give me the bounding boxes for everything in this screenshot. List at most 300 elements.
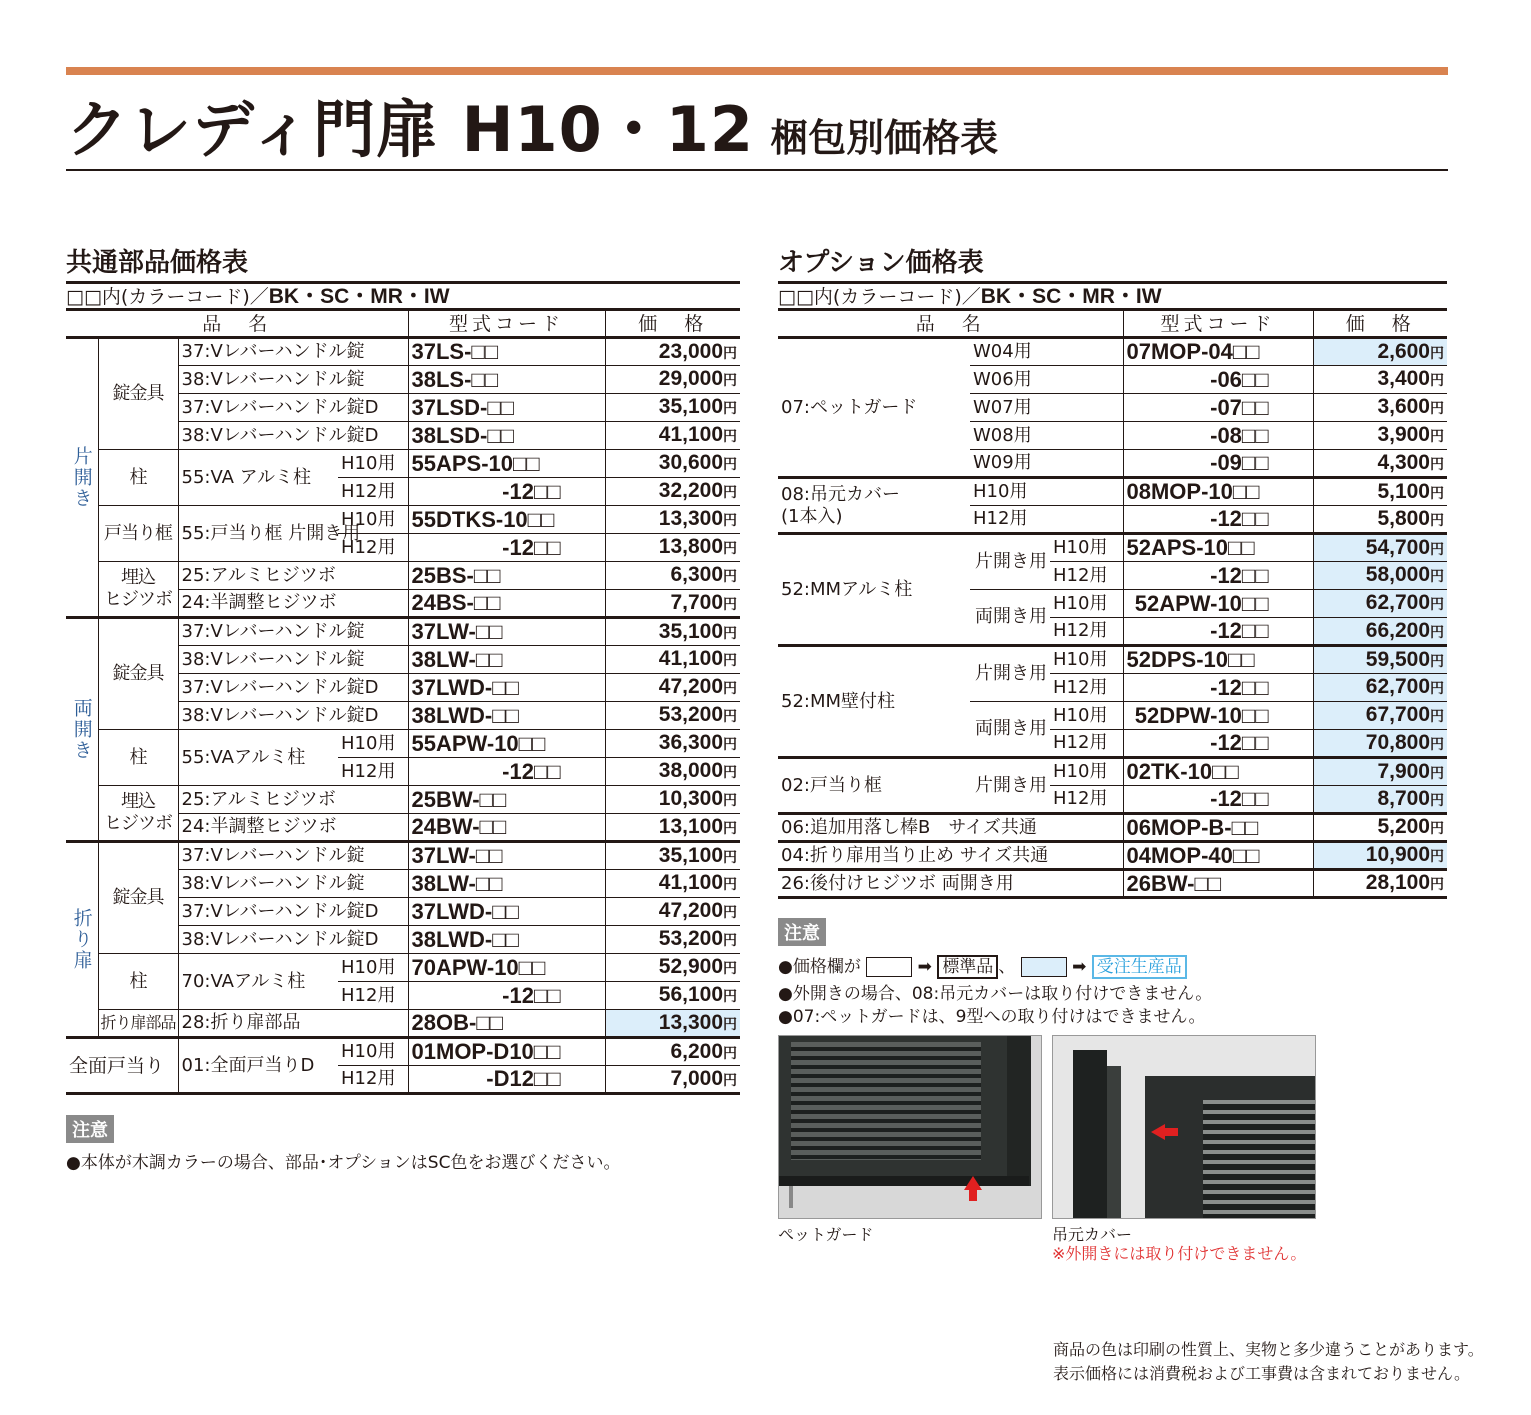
model-code: 26BW-□□ bbox=[1123, 870, 1313, 898]
option-name: 06:追加用落し棒B サイズ共通 bbox=[778, 814, 1123, 842]
yen-unit: 円 bbox=[1430, 540, 1444, 557]
price-value: 4,300 bbox=[1377, 450, 1430, 474]
table-row bbox=[778, 758, 1447, 786]
price-value: 29,000 bbox=[658, 367, 724, 390]
yen-unit: 円 bbox=[1430, 623, 1444, 640]
item-name: 28:折り扉部品 bbox=[178, 1010, 408, 1038]
size-label: H10用 bbox=[1050, 646, 1123, 674]
size-label: W04用 bbox=[970, 338, 1123, 366]
price-cell bbox=[605, 450, 740, 478]
yen-unit: 円 bbox=[723, 988, 738, 1004]
item-name: 70:VAアルミ柱 bbox=[178, 954, 338, 1010]
option-name: 07:ペットガード bbox=[778, 338, 970, 478]
price-cell bbox=[605, 898, 740, 926]
yen-unit: 円 bbox=[723, 708, 738, 724]
price-value: 3,600 bbox=[1377, 395, 1430, 418]
price-value: 13,800 bbox=[658, 535, 724, 558]
item-name: 24:半調整ヒジツボ bbox=[178, 814, 408, 842]
header-price: 価 格 bbox=[1313, 310, 1447, 338]
price-value: 47,200 bbox=[658, 675, 724, 698]
price-value: 7,700 bbox=[670, 590, 724, 614]
yen-unit: 円 bbox=[723, 1044, 738, 1061]
price-value: 58,000 bbox=[1365, 563, 1430, 586]
price-value: 59,500 bbox=[1365, 647, 1430, 671]
header-code: 型式コード bbox=[408, 310, 605, 338]
item-name: 37:Vレバーハンドル錠 bbox=[178, 618, 408, 646]
yen-unit: 円 bbox=[723, 876, 738, 892]
model-code: 52DPW-10□□ bbox=[1123, 702, 1313, 730]
group-label: 全面戸当り bbox=[66, 1038, 178, 1094]
model-code: 25BW-□□ bbox=[408, 786, 605, 814]
price-cell bbox=[605, 366, 740, 394]
option-name: 08:吊元カバー (1本入) bbox=[778, 478, 970, 534]
legend-white-box bbox=[866, 957, 912, 977]
model-code: 04MOP-40□□ bbox=[1123, 842, 1313, 870]
price-cell bbox=[1313, 338, 1447, 366]
yen-unit: 円 bbox=[1430, 344, 1444, 361]
price-value: 52,900 bbox=[658, 955, 724, 978]
item-name: 37:Vレバーハンドル錠D bbox=[178, 898, 408, 926]
legend-prefix: ●価格欄が bbox=[778, 957, 861, 977]
yen-unit: 円 bbox=[723, 932, 738, 948]
price-value: 3,900 bbox=[1377, 423, 1430, 446]
arrow-icon bbox=[964, 1176, 982, 1190]
size-label: H12用 bbox=[338, 1066, 408, 1094]
header-name: 品 名 bbox=[778, 310, 1123, 338]
price-cell bbox=[605, 1038, 740, 1066]
legend-standard: 標準品 bbox=[937, 955, 998, 979]
item-name: 38:Vレバーハンドル錠D bbox=[178, 702, 408, 730]
item-name: 55:VA アルミ柱 bbox=[178, 450, 338, 506]
item-name: 38:Vレバーハンドル錠 bbox=[178, 646, 408, 674]
size-label: H12用 bbox=[338, 478, 408, 506]
model-code: -12□□ bbox=[408, 982, 605, 1010]
price-cell bbox=[605, 786, 740, 814]
yen-unit: 円 bbox=[723, 595, 738, 612]
size-label: H10用 bbox=[338, 954, 408, 982]
model-code: -12□□ bbox=[1123, 506, 1313, 534]
common-color-code bbox=[66, 281, 740, 310]
common-parts-table bbox=[66, 308, 740, 1095]
color-code-list: BK・SC・MR・IW bbox=[980, 285, 1162, 308]
price-cell bbox=[605, 506, 740, 534]
price-value: 67,700 bbox=[1365, 703, 1430, 726]
price-cell bbox=[1313, 394, 1447, 422]
yen-unit: 円 bbox=[1430, 511, 1444, 528]
section-label: 柱 bbox=[98, 730, 178, 786]
item-name: 24:半調整ヒジツボ bbox=[178, 590, 408, 618]
table-row bbox=[778, 870, 1447, 898]
table-row bbox=[66, 338, 740, 366]
model-code: 25BS-□□ bbox=[408, 562, 605, 590]
footer-line: 表示価格には消費税および工事費は含まれておりません。 bbox=[1053, 1364, 1470, 1383]
price-cell bbox=[1313, 730, 1447, 758]
size-label: H12用 bbox=[1050, 562, 1123, 590]
price-value: 23,000 bbox=[658, 339, 724, 363]
price-cell bbox=[605, 674, 740, 702]
model-code: 55APS-10□□ bbox=[408, 450, 605, 478]
price-cell bbox=[605, 814, 740, 842]
model-code: 24BW-□□ bbox=[408, 814, 605, 842]
section-label: 柱 bbox=[98, 954, 178, 1010]
price-cell bbox=[605, 982, 740, 1010]
price-value: 41,100 bbox=[658, 871, 724, 894]
yen-unit: 円 bbox=[723, 540, 738, 556]
item-name: 55:戸当り框 片開き用 bbox=[178, 506, 338, 562]
price-cell bbox=[1313, 422, 1447, 450]
title-main: クレディ門扉 H10・12 bbox=[66, 93, 755, 166]
size-label: H10用 bbox=[1050, 534, 1123, 562]
yen-unit: 円 bbox=[723, 819, 738, 836]
price-value: 70,800 bbox=[1365, 730, 1430, 754]
table-row bbox=[778, 814, 1447, 842]
price-legend bbox=[778, 952, 1187, 977]
model-code: 37LWD-□□ bbox=[408, 674, 605, 702]
model-code: 37LW-□□ bbox=[408, 842, 605, 870]
header-code: 型式コード bbox=[1123, 310, 1313, 338]
item-name: 25:アルミヒジツボ bbox=[178, 562, 408, 590]
model-code: -07□□ bbox=[1123, 394, 1313, 422]
yen-unit: 円 bbox=[1430, 372, 1444, 388]
yen-unit: 円 bbox=[1430, 400, 1444, 416]
price-value: 56,100 bbox=[658, 983, 724, 1006]
group-label: 両開き bbox=[66, 618, 98, 842]
price-value: 10,900 bbox=[1365, 843, 1430, 866]
model-code: -12□□ bbox=[1123, 562, 1313, 590]
price-value: 13,100 bbox=[658, 814, 724, 838]
yen-unit: 円 bbox=[723, 792, 738, 808]
yen-unit: 円 bbox=[1430, 764, 1444, 781]
price-cell bbox=[605, 534, 740, 562]
section-label: 錠金具 bbox=[98, 338, 178, 450]
yen-unit: 円 bbox=[1430, 455, 1444, 472]
price-value: 10,300 bbox=[658, 787, 724, 810]
price-cell bbox=[605, 1066, 740, 1094]
table-row bbox=[66, 1010, 740, 1038]
option-name: 02:戸当り框 bbox=[778, 758, 970, 814]
model-code: 38LWD-□□ bbox=[408, 926, 605, 954]
item-name: 38:Vレバーハンドル錠D bbox=[178, 926, 408, 954]
options-table bbox=[778, 308, 1447, 899]
color-code-prefix: □□内(カラーコード)／ bbox=[778, 286, 981, 308]
yen-unit: 円 bbox=[723, 904, 738, 920]
price-value: 54,700 bbox=[1365, 535, 1430, 559]
price-cell bbox=[1313, 590, 1447, 618]
model-code: 28OB-□□ bbox=[408, 1010, 605, 1038]
item-name: 38:Vレバーハンドル錠 bbox=[178, 366, 408, 394]
opening-type: 片開き用 bbox=[970, 758, 1050, 814]
price-cell bbox=[1313, 870, 1447, 898]
yen-unit: 円 bbox=[723, 764, 738, 780]
model-code: 37LWD-□□ bbox=[408, 898, 605, 926]
model-code: 55APW-10□□ bbox=[408, 730, 605, 758]
price-value: 41,100 bbox=[658, 423, 724, 446]
model-code: 24BS-□□ bbox=[408, 590, 605, 618]
model-code: -12□□ bbox=[408, 758, 605, 786]
item-name: 38:Vレバーハンドル錠 bbox=[178, 870, 408, 898]
model-code: 38LW-□□ bbox=[408, 870, 605, 898]
table-row bbox=[778, 842, 1447, 870]
table-row bbox=[66, 1038, 740, 1066]
price-value: 41,100 bbox=[658, 647, 724, 670]
yen-unit: 円 bbox=[723, 848, 738, 865]
price-value: 5,100 bbox=[1377, 479, 1430, 503]
yen-unit: 円 bbox=[1430, 428, 1444, 444]
price-value: 35,100 bbox=[658, 619, 724, 643]
note-text: ●外開きの場合、08:吊元カバーは取り付けできません。 bbox=[778, 984, 1213, 1004]
model-code: -06□□ bbox=[1123, 366, 1313, 394]
model-code: -12□□ bbox=[1123, 618, 1313, 646]
yen-unit: 円 bbox=[723, 960, 738, 976]
color-code-prefix: □□内(カラーコード)／ bbox=[66, 286, 269, 308]
opening-type: 片開き用 bbox=[970, 534, 1050, 590]
footer-notes bbox=[1053, 1338, 1484, 1386]
price-value: 53,200 bbox=[658, 703, 724, 726]
model-code: 02TK-10□□ bbox=[1123, 758, 1313, 786]
price-cell bbox=[605, 618, 740, 646]
price-cell bbox=[1313, 450, 1447, 478]
table-row bbox=[66, 562, 740, 590]
price-value: 3,400 bbox=[1377, 367, 1430, 390]
yen-unit: 円 bbox=[723, 400, 738, 416]
yen-unit: 円 bbox=[723, 652, 738, 668]
yen-unit: 円 bbox=[1430, 484, 1444, 501]
price-cell bbox=[605, 422, 740, 450]
model-code: 38LS-□□ bbox=[408, 366, 605, 394]
table-row bbox=[66, 506, 740, 534]
common-parts-heading: 共通部品価格表 bbox=[66, 248, 249, 278]
price-cell bbox=[605, 590, 740, 618]
table-row bbox=[778, 534, 1447, 562]
price-value: 6,300 bbox=[670, 563, 724, 586]
size-label: W07用 bbox=[970, 394, 1123, 422]
size-label: H10用 bbox=[1050, 590, 1123, 618]
note-badge: 注意 bbox=[778, 918, 826, 946]
price-cell bbox=[1313, 758, 1447, 786]
yen-unit: 円 bbox=[1430, 596, 1444, 612]
price-value: 62,700 bbox=[1365, 675, 1430, 698]
legend-separator: 、 bbox=[998, 957, 1016, 977]
yen-unit: 円 bbox=[723, 428, 738, 444]
size-label: H10用 bbox=[1050, 702, 1123, 730]
price-cell bbox=[1313, 702, 1447, 730]
table-row bbox=[778, 338, 1447, 366]
yen-unit: 円 bbox=[1430, 735, 1444, 752]
size-label: W08用 bbox=[970, 422, 1123, 450]
price-value: 53,200 bbox=[658, 927, 724, 950]
size-label: H10用 bbox=[338, 506, 408, 534]
price-cell bbox=[605, 926, 740, 954]
yen-unit: 円 bbox=[723, 624, 738, 641]
yen-unit: 円 bbox=[723, 568, 738, 584]
price-cell bbox=[605, 394, 740, 422]
size-label: H12用 bbox=[338, 758, 408, 786]
yen-unit: 円 bbox=[723, 1015, 738, 1032]
price-cell bbox=[605, 562, 740, 590]
model-code: -09□□ bbox=[1123, 450, 1313, 478]
price-cell bbox=[605, 478, 740, 506]
price-cell bbox=[605, 338, 740, 366]
photo-caption: 吊元カバー bbox=[1052, 1225, 1133, 1244]
table-row bbox=[66, 954, 740, 982]
model-code: 52APW-10□□ bbox=[1123, 590, 1313, 618]
arrow-icon bbox=[1151, 1124, 1165, 1140]
model-code: 37LSD-□□ bbox=[408, 394, 605, 422]
yen-unit: 円 bbox=[1430, 708, 1444, 724]
price-cell bbox=[605, 702, 740, 730]
price-cell bbox=[1313, 646, 1447, 674]
yen-unit: 円 bbox=[723, 680, 738, 696]
yen-unit: 円 bbox=[1430, 820, 1444, 836]
price-cell bbox=[1313, 366, 1447, 394]
yen-unit: 円 bbox=[723, 372, 738, 388]
table-row bbox=[66, 730, 740, 758]
section-label: 埋込 ヒジツボ bbox=[98, 786, 178, 842]
size-label: H12用 bbox=[338, 534, 408, 562]
price-cell bbox=[1313, 478, 1447, 506]
section-label: 埋込 ヒジツボ bbox=[98, 562, 178, 618]
model-code: -08□□ bbox=[1123, 422, 1313, 450]
price-value: 66,200 bbox=[1365, 618, 1430, 642]
price-cell bbox=[1313, 674, 1447, 702]
size-label: H12用 bbox=[1050, 618, 1123, 646]
option-name: 04:折り扉用当り止め サイズ共通 bbox=[778, 842, 1123, 870]
yen-unit: 円 bbox=[723, 512, 738, 528]
size-label: H10用 bbox=[970, 478, 1123, 506]
page-title bbox=[66, 80, 998, 169]
price-cell bbox=[605, 842, 740, 870]
table-row bbox=[66, 450, 740, 478]
item-name: 01:全面戸当りD bbox=[178, 1038, 338, 1094]
section-label: 柱 bbox=[98, 450, 178, 506]
item-name: 37:Vレバーハンドル錠D bbox=[178, 394, 408, 422]
yen-unit: 円 bbox=[723, 484, 738, 500]
accent-bar bbox=[66, 67, 1448, 75]
price-cell bbox=[1313, 842, 1447, 870]
size-label: H10用 bbox=[338, 450, 408, 478]
size-label: H12用 bbox=[338, 982, 408, 1010]
yen-unit: 円 bbox=[1430, 568, 1444, 584]
option-name: 52:MM壁付柱 bbox=[778, 646, 970, 758]
group-label: 折り扉 bbox=[66, 842, 98, 1038]
option-name: 52:MMアルミ柱 bbox=[778, 534, 970, 646]
table-row bbox=[66, 786, 740, 814]
yen-unit: 円 bbox=[723, 456, 738, 472]
price-cell bbox=[1313, 786, 1447, 814]
option-name: 26:後付けヒジツボ 両開き用 bbox=[778, 870, 1123, 898]
model-code: -12□□ bbox=[408, 478, 605, 506]
model-code: 52APS-10□□ bbox=[1123, 534, 1313, 562]
price-value: 13,300 bbox=[658, 507, 724, 530]
price-value: 62,700 bbox=[1365, 591, 1430, 614]
price-cell bbox=[1313, 562, 1447, 590]
price-cell bbox=[605, 646, 740, 674]
price-cell bbox=[605, 954, 740, 982]
price-value: 38,000 bbox=[658, 759, 724, 782]
model-code: 70APW-10□□ bbox=[408, 954, 605, 982]
size-label: H12用 bbox=[970, 506, 1123, 534]
model-code: 01MOP-D10□□ bbox=[408, 1038, 605, 1066]
price-value: 7,900 bbox=[1377, 759, 1430, 783]
footer-line: 商品の色は印刷の性質上、実物と多少違うことがあります。 bbox=[1053, 1340, 1484, 1359]
opening-type: 両開き用 bbox=[970, 702, 1050, 758]
size-label: H12用 bbox=[1050, 674, 1123, 702]
yen-unit: 円 bbox=[1430, 848, 1444, 864]
group-label: 片開き bbox=[66, 338, 98, 618]
yen-unit: 円 bbox=[723, 736, 738, 752]
note-badge: 注意 bbox=[66, 1115, 114, 1143]
model-code: -12□□ bbox=[1123, 786, 1313, 814]
model-code: -12□□ bbox=[408, 534, 605, 562]
header-name: 品 名 bbox=[66, 310, 408, 338]
table-row bbox=[66, 842, 740, 870]
model-code: 37LS-□□ bbox=[408, 338, 605, 366]
opening-type: 片開き用 bbox=[970, 646, 1050, 702]
section-label: 折り扉部品 bbox=[98, 1010, 178, 1038]
size-label: W06用 bbox=[970, 366, 1123, 394]
table-row bbox=[778, 478, 1447, 506]
price-cell bbox=[605, 1010, 740, 1038]
yen-unit: 円 bbox=[723, 344, 738, 361]
model-code: -12□□ bbox=[1123, 730, 1313, 758]
model-code: 38LW-□□ bbox=[408, 646, 605, 674]
item-name: 37:Vレバーハンドル錠D bbox=[178, 674, 408, 702]
price-cell bbox=[605, 730, 740, 758]
price-value: 5,200 bbox=[1377, 815, 1430, 838]
legend-blue-box bbox=[1021, 957, 1067, 977]
model-code: 38LSD-□□ bbox=[408, 422, 605, 450]
yen-unit: 円 bbox=[723, 1071, 738, 1088]
hinge-cover-photo bbox=[1052, 1035, 1316, 1219]
price-value: 7,000 bbox=[670, 1066, 724, 1090]
size-label: H10用 bbox=[338, 1038, 408, 1066]
yen-unit: 円 bbox=[1430, 680, 1444, 696]
price-value: 2,600 bbox=[1377, 339, 1430, 363]
price-value: 35,100 bbox=[658, 843, 724, 867]
price-cell bbox=[1313, 506, 1447, 534]
price-value: 28,100 bbox=[1365, 871, 1430, 894]
size-label: H12用 bbox=[1050, 786, 1123, 814]
model-code: -D12□□ bbox=[408, 1066, 605, 1094]
table-header bbox=[66, 310, 740, 338]
photo-caption: ペットガード bbox=[778, 1225, 874, 1244]
model-code: 38LWD-□□ bbox=[408, 702, 605, 730]
price-value: 6,200 bbox=[670, 1039, 724, 1063]
model-code: 07MOP-04□□ bbox=[1123, 338, 1313, 366]
opening-type: 両開き用 bbox=[970, 590, 1050, 646]
header-price: 価 格 bbox=[605, 310, 740, 338]
options-heading: オプション価格表 bbox=[778, 248, 984, 278]
model-code: 52DPS-10□□ bbox=[1123, 646, 1313, 674]
model-code: -12□□ bbox=[1123, 674, 1313, 702]
table-row bbox=[66, 618, 740, 646]
price-cell bbox=[1313, 534, 1447, 562]
table-row bbox=[778, 646, 1447, 674]
table-header bbox=[778, 310, 1447, 338]
price-value: 47,200 bbox=[658, 899, 724, 922]
item-name: 38:Vレバーハンドル錠D bbox=[178, 422, 408, 450]
photo-warning: ※外開きには取り付けできません。 bbox=[1052, 1244, 1307, 1263]
price-value: 32,200 bbox=[658, 479, 724, 502]
title-sub: 梱包別価格表 bbox=[770, 116, 999, 160]
item-name: 37:Vレバーハンドル錠 bbox=[178, 842, 408, 870]
price-value: 5,800 bbox=[1377, 506, 1430, 530]
price-cell bbox=[1313, 814, 1447, 842]
model-code: 06MOP-B-□□ bbox=[1123, 814, 1313, 842]
yen-unit: 円 bbox=[1430, 791, 1444, 808]
yen-unit: 円 bbox=[1430, 652, 1444, 669]
price-value: 35,100 bbox=[658, 395, 724, 418]
